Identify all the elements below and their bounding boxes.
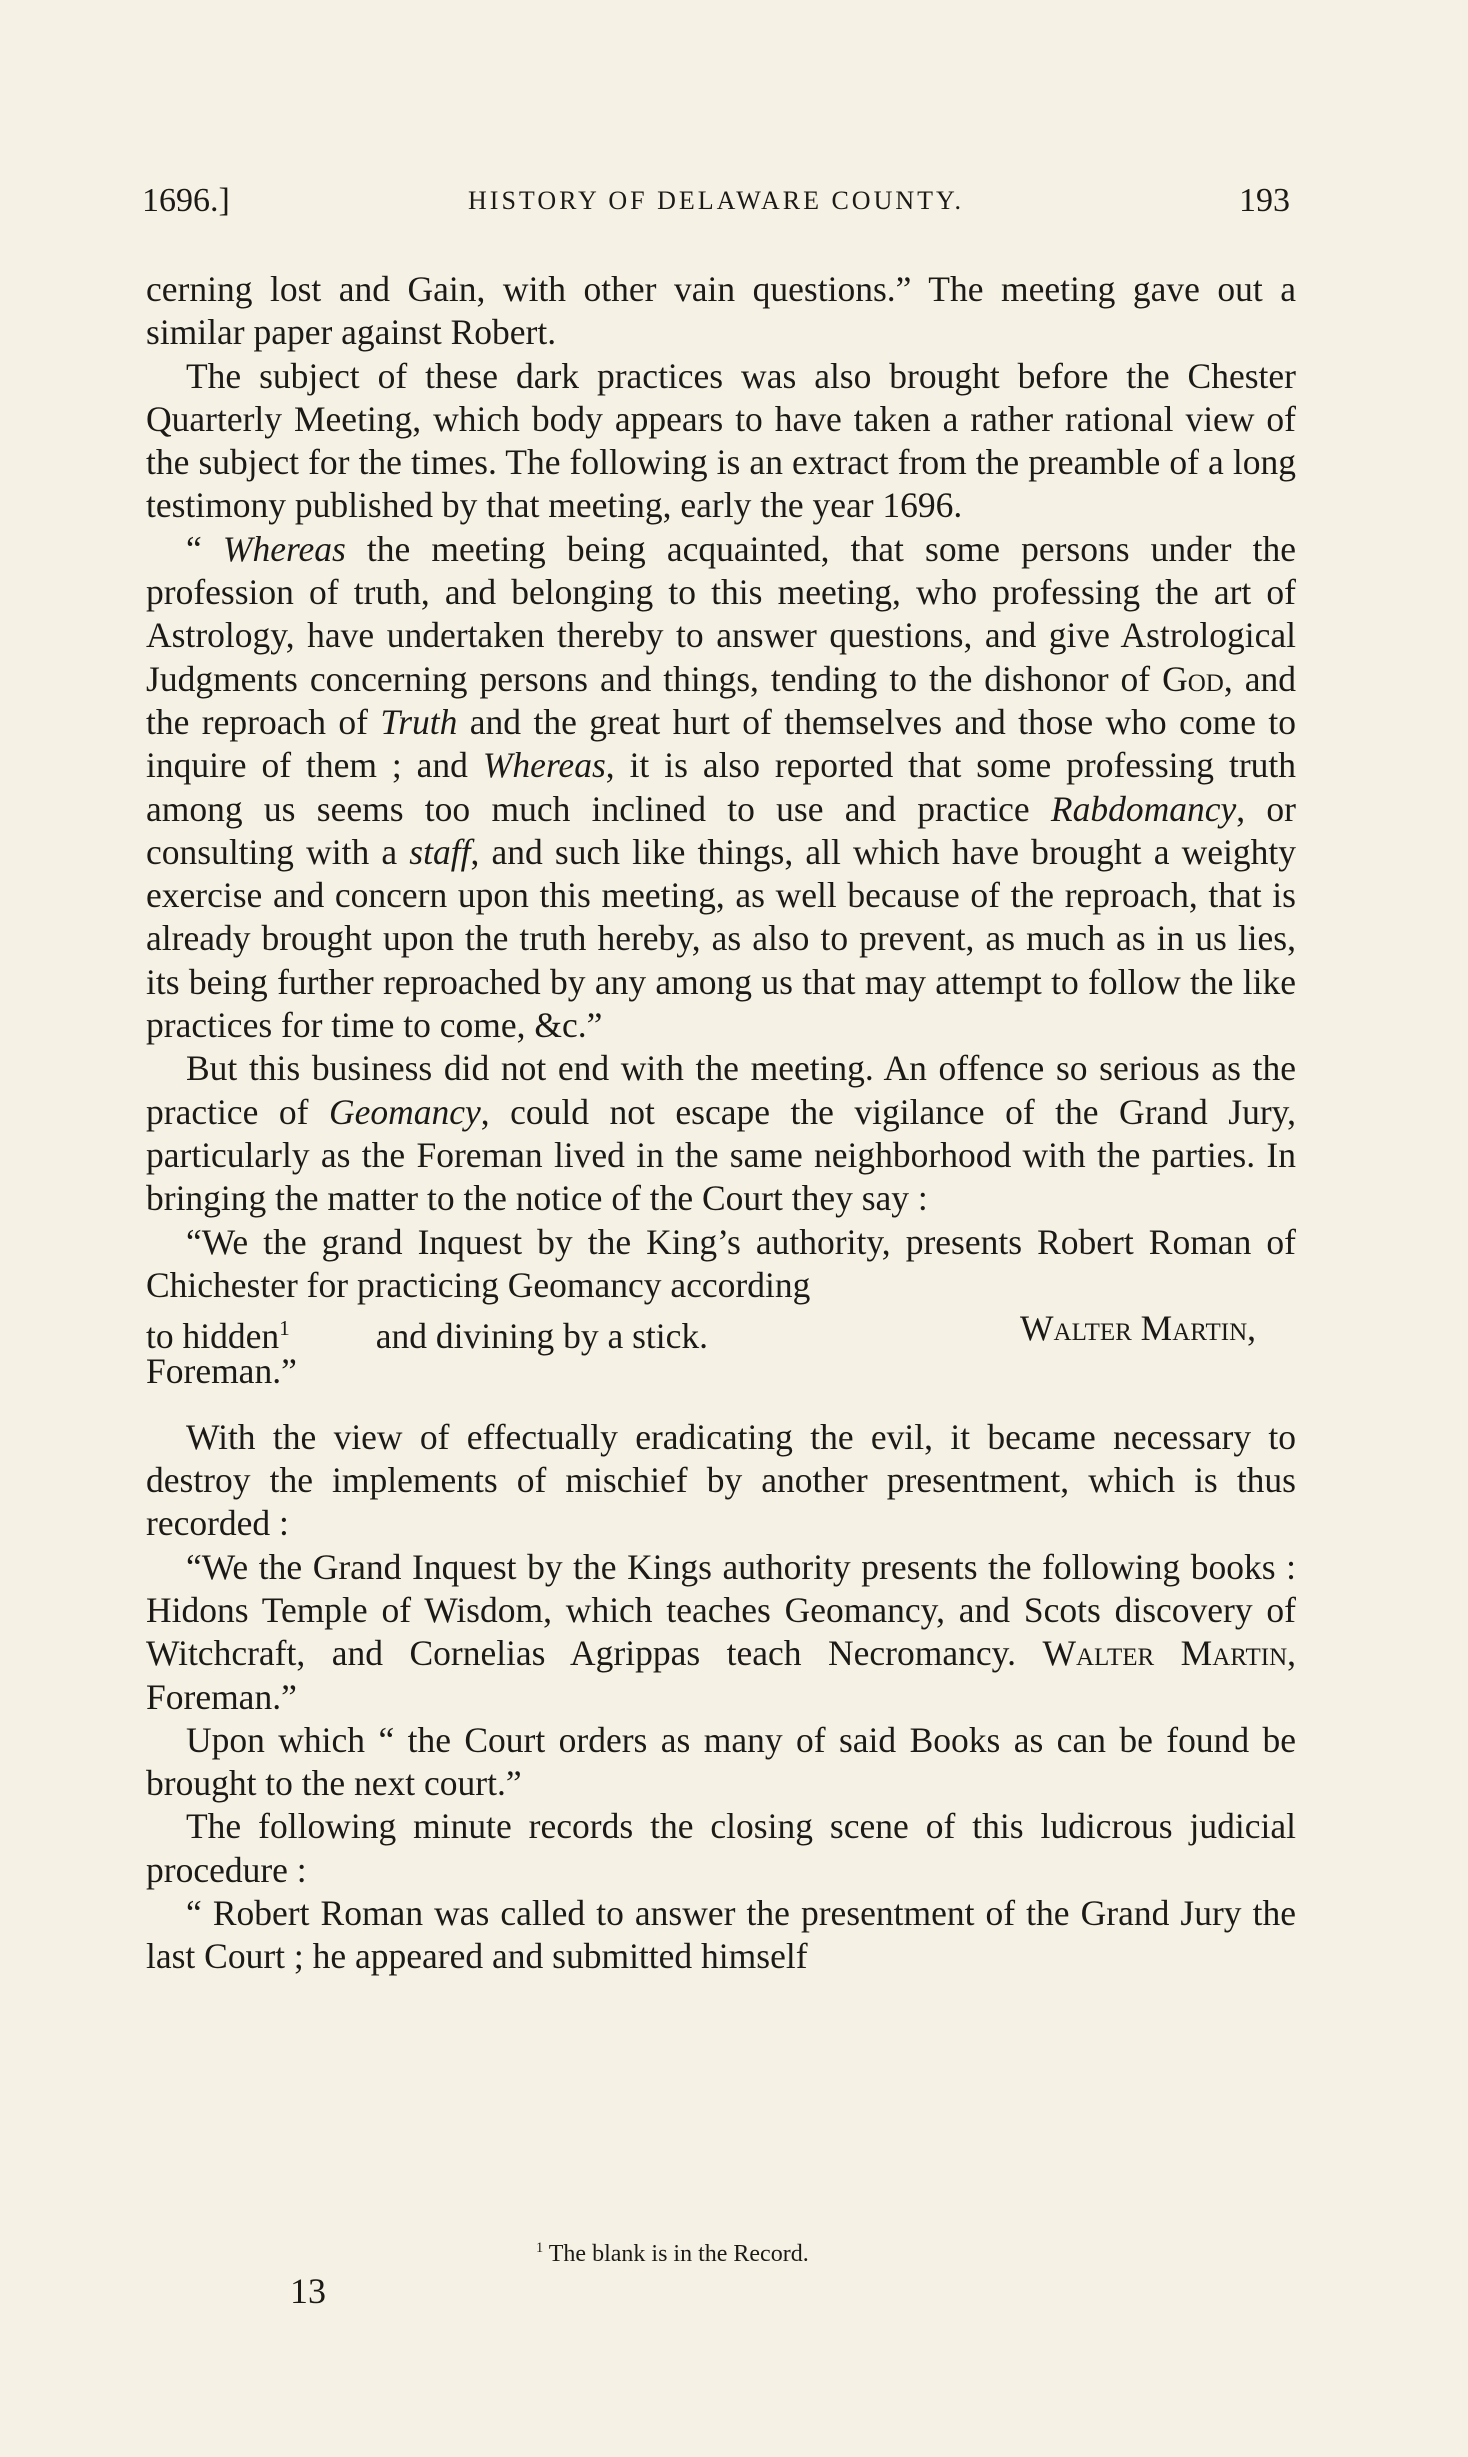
footnote xyxy=(536,2240,809,2268)
whereas-1: Whereas xyxy=(222,528,346,569)
paragraph-8: Upon which “ the Court orders as many of said Books as can be found be brought to the next court.” xyxy=(146,1719,1296,1804)
quote-text-d: , it is also reported that some professing truth among us seems too much inclined to use and practice xyxy=(146,745,1297,829)
quote-text-e: , or consulting with a xyxy=(146,788,1296,872)
geomancy-word: Geomancy xyxy=(328,1091,481,1132)
p4-text-a: But this business did not end with the meeting. An offence so serious as the practice of xyxy=(146,1048,1296,1132)
footnote-marker: 1 xyxy=(536,2240,544,2256)
staff-word: staff xyxy=(409,831,471,872)
quote-text-b: , and the reproach of xyxy=(146,658,1296,742)
god-word: God xyxy=(1162,658,1224,699)
quote-text-c: and the great hurt of themselves and those who come to inquire of them ; and xyxy=(146,701,1297,786)
paragraph-10: “ Robert Roman was called to answer the presentment of the Grand Jury the last Court ; he appeared and submitted himself xyxy=(146,1892,1296,1977)
running-header xyxy=(142,172,1290,224)
p7-text-a: “We the Grand Inquest by the Kings authority presents the following books : Hidons Temple of Wisdom, which teaches Geomancy, and Scots discovery of Witchcraft, and Cornelias Agrippas teach Necromancy. xyxy=(146,1546,1296,1674)
quote-text-a: the meeting being acquainted, that some persons under the profession of truth, and belonging to this meeting, who professing the art of Astrology, have undertaken thereby to answer questions, and give Astrological Judgments concerning persons and things, tending to the dishonor of xyxy=(146,528,1296,699)
footnote-ref: 1 xyxy=(279,1316,290,1341)
header-title: HISTORY OF DELAWARE COUNTY. xyxy=(468,186,964,215)
rabdomancy-word: Rabdomancy xyxy=(1050,788,1237,829)
p7-text-b: , Foreman.” xyxy=(146,1633,1296,1717)
paragraph-4 xyxy=(146,1047,1296,1220)
open-quote: “ xyxy=(186,528,223,569)
divining-text: and divining by a stick. xyxy=(375,1315,709,1356)
paragraph-3-quote xyxy=(146,528,1296,1048)
p4-text-b: , could not escape the vigilance of the Grand Jury, particularly as the Foreman lived in the same neighborhood with the parties. In bringing the matter to the notice of the Court they say : xyxy=(146,1091,1296,1219)
truth-word: Truth xyxy=(380,701,458,742)
paragraph-1: cerning lost and Gain, with other vain questions.” The meeting gave out a similar paper against Robert. xyxy=(146,269,1296,353)
footnote-text: The blank is in the Record. xyxy=(543,2241,809,2267)
paragraph-9: The following minute records the closing scene of this ludicrous judicial procedure : xyxy=(146,1806,1296,1890)
paragraph-6: With the view of effectually eradicating the evil, it became necessary to destroy the implements of mischief by another presentment, which is thus recorded : xyxy=(146,1416,1296,1544)
page-number: 193 xyxy=(1239,182,1290,219)
spacer xyxy=(146,1394,1296,1416)
signer-name-1: Walter Martin, xyxy=(1020,1308,1256,1349)
page-body xyxy=(146,268,1296,1979)
presentment-1-signature-row xyxy=(146,1307,1296,1356)
whereas-2: Whereas xyxy=(482,745,606,786)
header-year: 1696.] xyxy=(142,182,230,219)
presentment-2 xyxy=(146,1546,1296,1719)
signer-name-2: Walter Martin xyxy=(1042,1633,1288,1674)
presentment-1: “We the grand Inquest by the King’s authority, presents Robert Roman of Chichester for practicing Geomancy according xyxy=(146,1221,1296,1305)
quote-text-f: , and such like things, all which have brought a weighty exercise and concern upon this meeting, as well because of the reproach, that is already brought upon the truth hereby, as also to prevent, as much as in us lies, its being further reproached by any among us that may attempt to follow the like practices for time to come, &c.” xyxy=(146,831,1296,1046)
signature-mark: 13 xyxy=(290,2271,326,2311)
foreman-line: Foreman.” xyxy=(146,1351,297,1392)
paragraph-2: The subject of these dark practices was also brought before the Chester Quarterly Meeting, which body appears to have taken a rather rational view of the subject for the times. The following is an extract from the preamble of a long testimony published by that meeting, early the year 1696. xyxy=(146,355,1296,526)
hidden-text: to hidden xyxy=(146,1315,280,1356)
